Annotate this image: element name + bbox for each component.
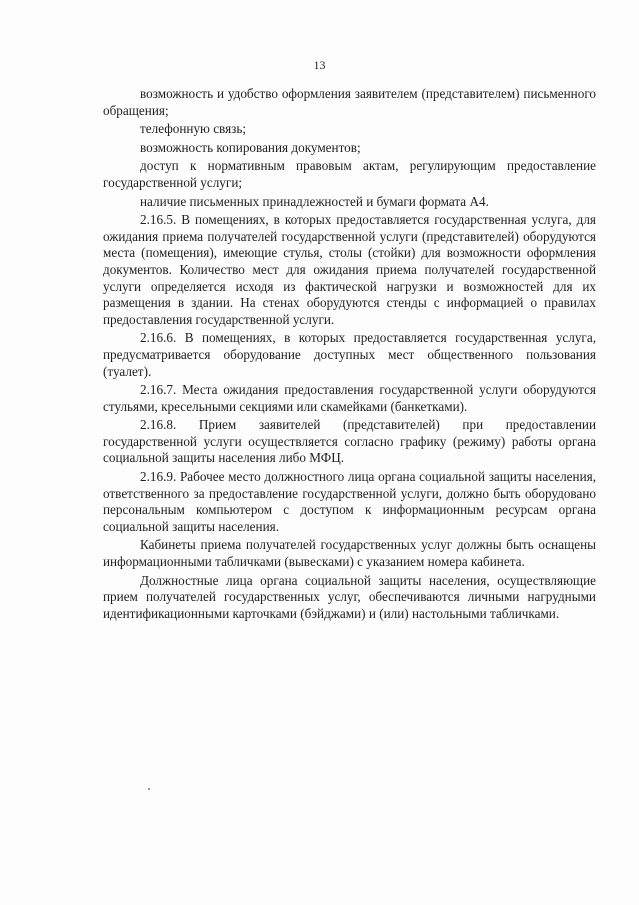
paragraph-cabinets: Кабинеты приема получателей государственных услуг должны быть оснащены информационными табличками (вывесками) с указанием номера кабинета. [103,537,596,570]
paragraph-4: доступ к нормативным правовым актам, регулирующим предоставление государственной услуги; [103,158,596,190]
paragraph-2-16-9: 2.16.9. Рабочее место должностного лица органа социальной защиты населения, ответственного за предоставление государственной услуги, должно быть оборудовано персональным компьютером с доступом к информационным ресурсам органа социальной защиты населения. [103,469,596,534]
paragraph-1: возможность и удобство оформления заявителем (представителем) письменного обращения; [103,86,596,118]
document-body [103,86,596,624]
paragraph-2-16-8: 2.16.8. Прием заявителей (представителей) при предоставлении государственной услуги осуществляется согласно графику (режиму) работы органа социальной защиты населения либо МФЦ. [103,417,596,466]
paragraph-3: возможность копирования документов; [140,139,361,155]
page-number: 13 [313,58,326,72]
paragraph-2-16-7: 2.16.7. Места ожидания предоставления государственной услуги оборудуются стульями, кресельными секциями или скамейками (банкетками). [103,382,596,414]
paragraph-2-16-6: 2.16.6. В помещениях, в которых предоставляется государственная услуга, предусматривается оборудование доступных мест общественного пользования (туалет). [103,330,596,379]
paragraph-officials: Должностные лица органа социальной защиты населения, осуществляющие прием получателей государственных услуг, обеспечиваются личными нагрудными идентификационными карточками (бэйджами) и (или) настольными табличками. [103,572,596,621]
paragraph-2: телефонную связь; [140,121,247,137]
paragraph-5: наличие письменных принадлежностей и бумаги формата А4. [140,193,489,209]
scan-speck [148,788,150,790]
paragraph-2-16-5: 2.16.5. В помещениях, в которых предоставляется государственная услуга, для ожидания приема получателей государственной услуги (представителей) оборудуются места (помещения), имеющие стулья, столы (стойки) для возможности оформления документов. Количество мест для ожидания приема получателей государственной услуги определяется исходя из фактической нагрузки и возможностей для их размещения в здании. На стенах оборудуются стенды с информацией о правилах предоставления государственной услуги. [103,212,596,327]
